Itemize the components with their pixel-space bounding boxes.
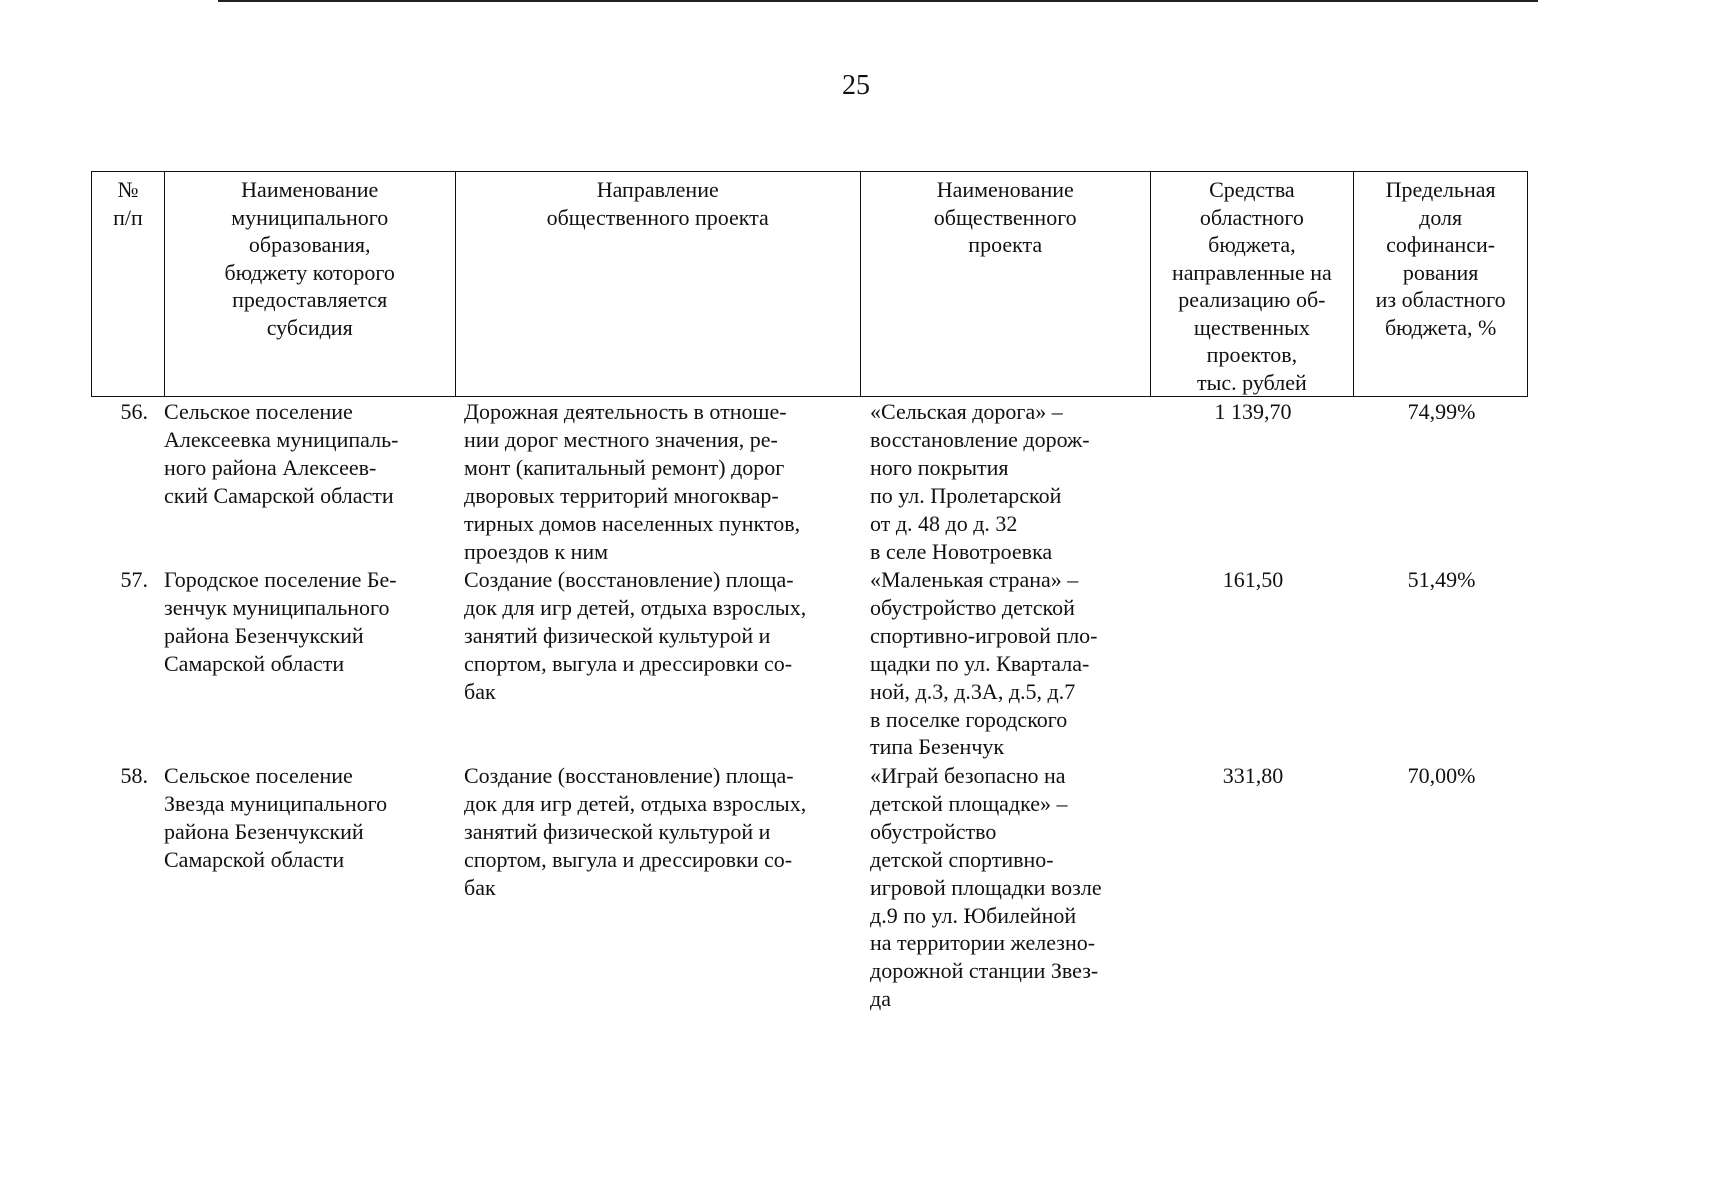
row-number: 57. (120, 567, 148, 592)
row-project: «Маленькая страна» – обустройство детской спортивно-игровой пло- щадки по ул. Квартала- ной, д.3, д.3А, д.5, д.7 в поселке городского типа Безенчук (870, 567, 1098, 760)
row-municipality (164, 762, 455, 1013)
row-project: «Сельская дорога» – восстановление дорож- ного покрытия по ул. Пролетарской от д. 48 до д. 32 в селе Новотроевка (870, 399, 1090, 564)
row-direction: Создание (восстановление) площа- док для игр детей, отдыха взрослых, занятий физической культурой и спортом, выгула и дрессировки со- бак (464, 763, 807, 900)
header-number: № п/п (92, 172, 165, 396)
table-row (91, 566, 1528, 761)
row-municipality-text: Сельское поселение Алексеевка муниципаль- ного района Алексеев- ский Самарской области (164, 399, 399, 508)
row-municipality (164, 566, 455, 761)
page-number: 25 (842, 70, 870, 101)
row-amount: 161,50 (1222, 567, 1284, 592)
row-municipality-text: Городское поселение Бе- зенчук муниципального района Безенчукский Самарской области (164, 567, 397, 676)
row-direction: Создание (восстановление) площа- док для игр детей, отдыха взрослых, занятий физической культурой и спортом, выгула и дрессировки со- бак (464, 567, 807, 704)
row-direction: Дорожная деятельность в отноше- нии дорог местного значения, ре- монт (капитальный ремонт) дорог дворовых территорий многоквар- тирных домов населенных пунктов, проездов к ним (464, 399, 801, 564)
table-row (91, 762, 1528, 1013)
table-row (91, 398, 1528, 565)
row-share: 74,99% (1407, 399, 1476, 424)
header-budget-funds: Средства областного бюджета, направленные на реализацию об- щественных проектов, тыс. рублей (1151, 172, 1355, 396)
row-amount: 331,80 (1222, 763, 1284, 788)
table-header (91, 171, 1528, 397)
row-municipality (164, 398, 455, 565)
row-project: «Играй безопасно на детской площадке» – обустройство детской спортивно- игровой площадки возле д.9 по ул. Юбилейной на территории железно- дорожной станции Звез- да (870, 763, 1102, 1012)
row-amount: 1 139,70 (1214, 399, 1292, 424)
top-border-line (218, 0, 1538, 2)
header-project-name: Наименование общественного проекта (861, 172, 1151, 396)
row-municipality-text: Сельское поселение Звезда муниципального района Безенчукский Самарской области (164, 763, 388, 872)
row-share: 70,00% (1407, 763, 1476, 788)
row-number: 58. (120, 763, 148, 788)
header-municipality: Наименование муниципального образования, бюджету которого предоставляется субсидия (165, 172, 456, 396)
header-direction: Направление общественного проекта (456, 172, 861, 396)
row-number: 56. (120, 399, 148, 424)
row-share: 51,49% (1407, 567, 1476, 592)
header-cofinancing-share: Предельная доля софинанси- рования из областного бюджета, % (1375, 177, 1506, 340)
